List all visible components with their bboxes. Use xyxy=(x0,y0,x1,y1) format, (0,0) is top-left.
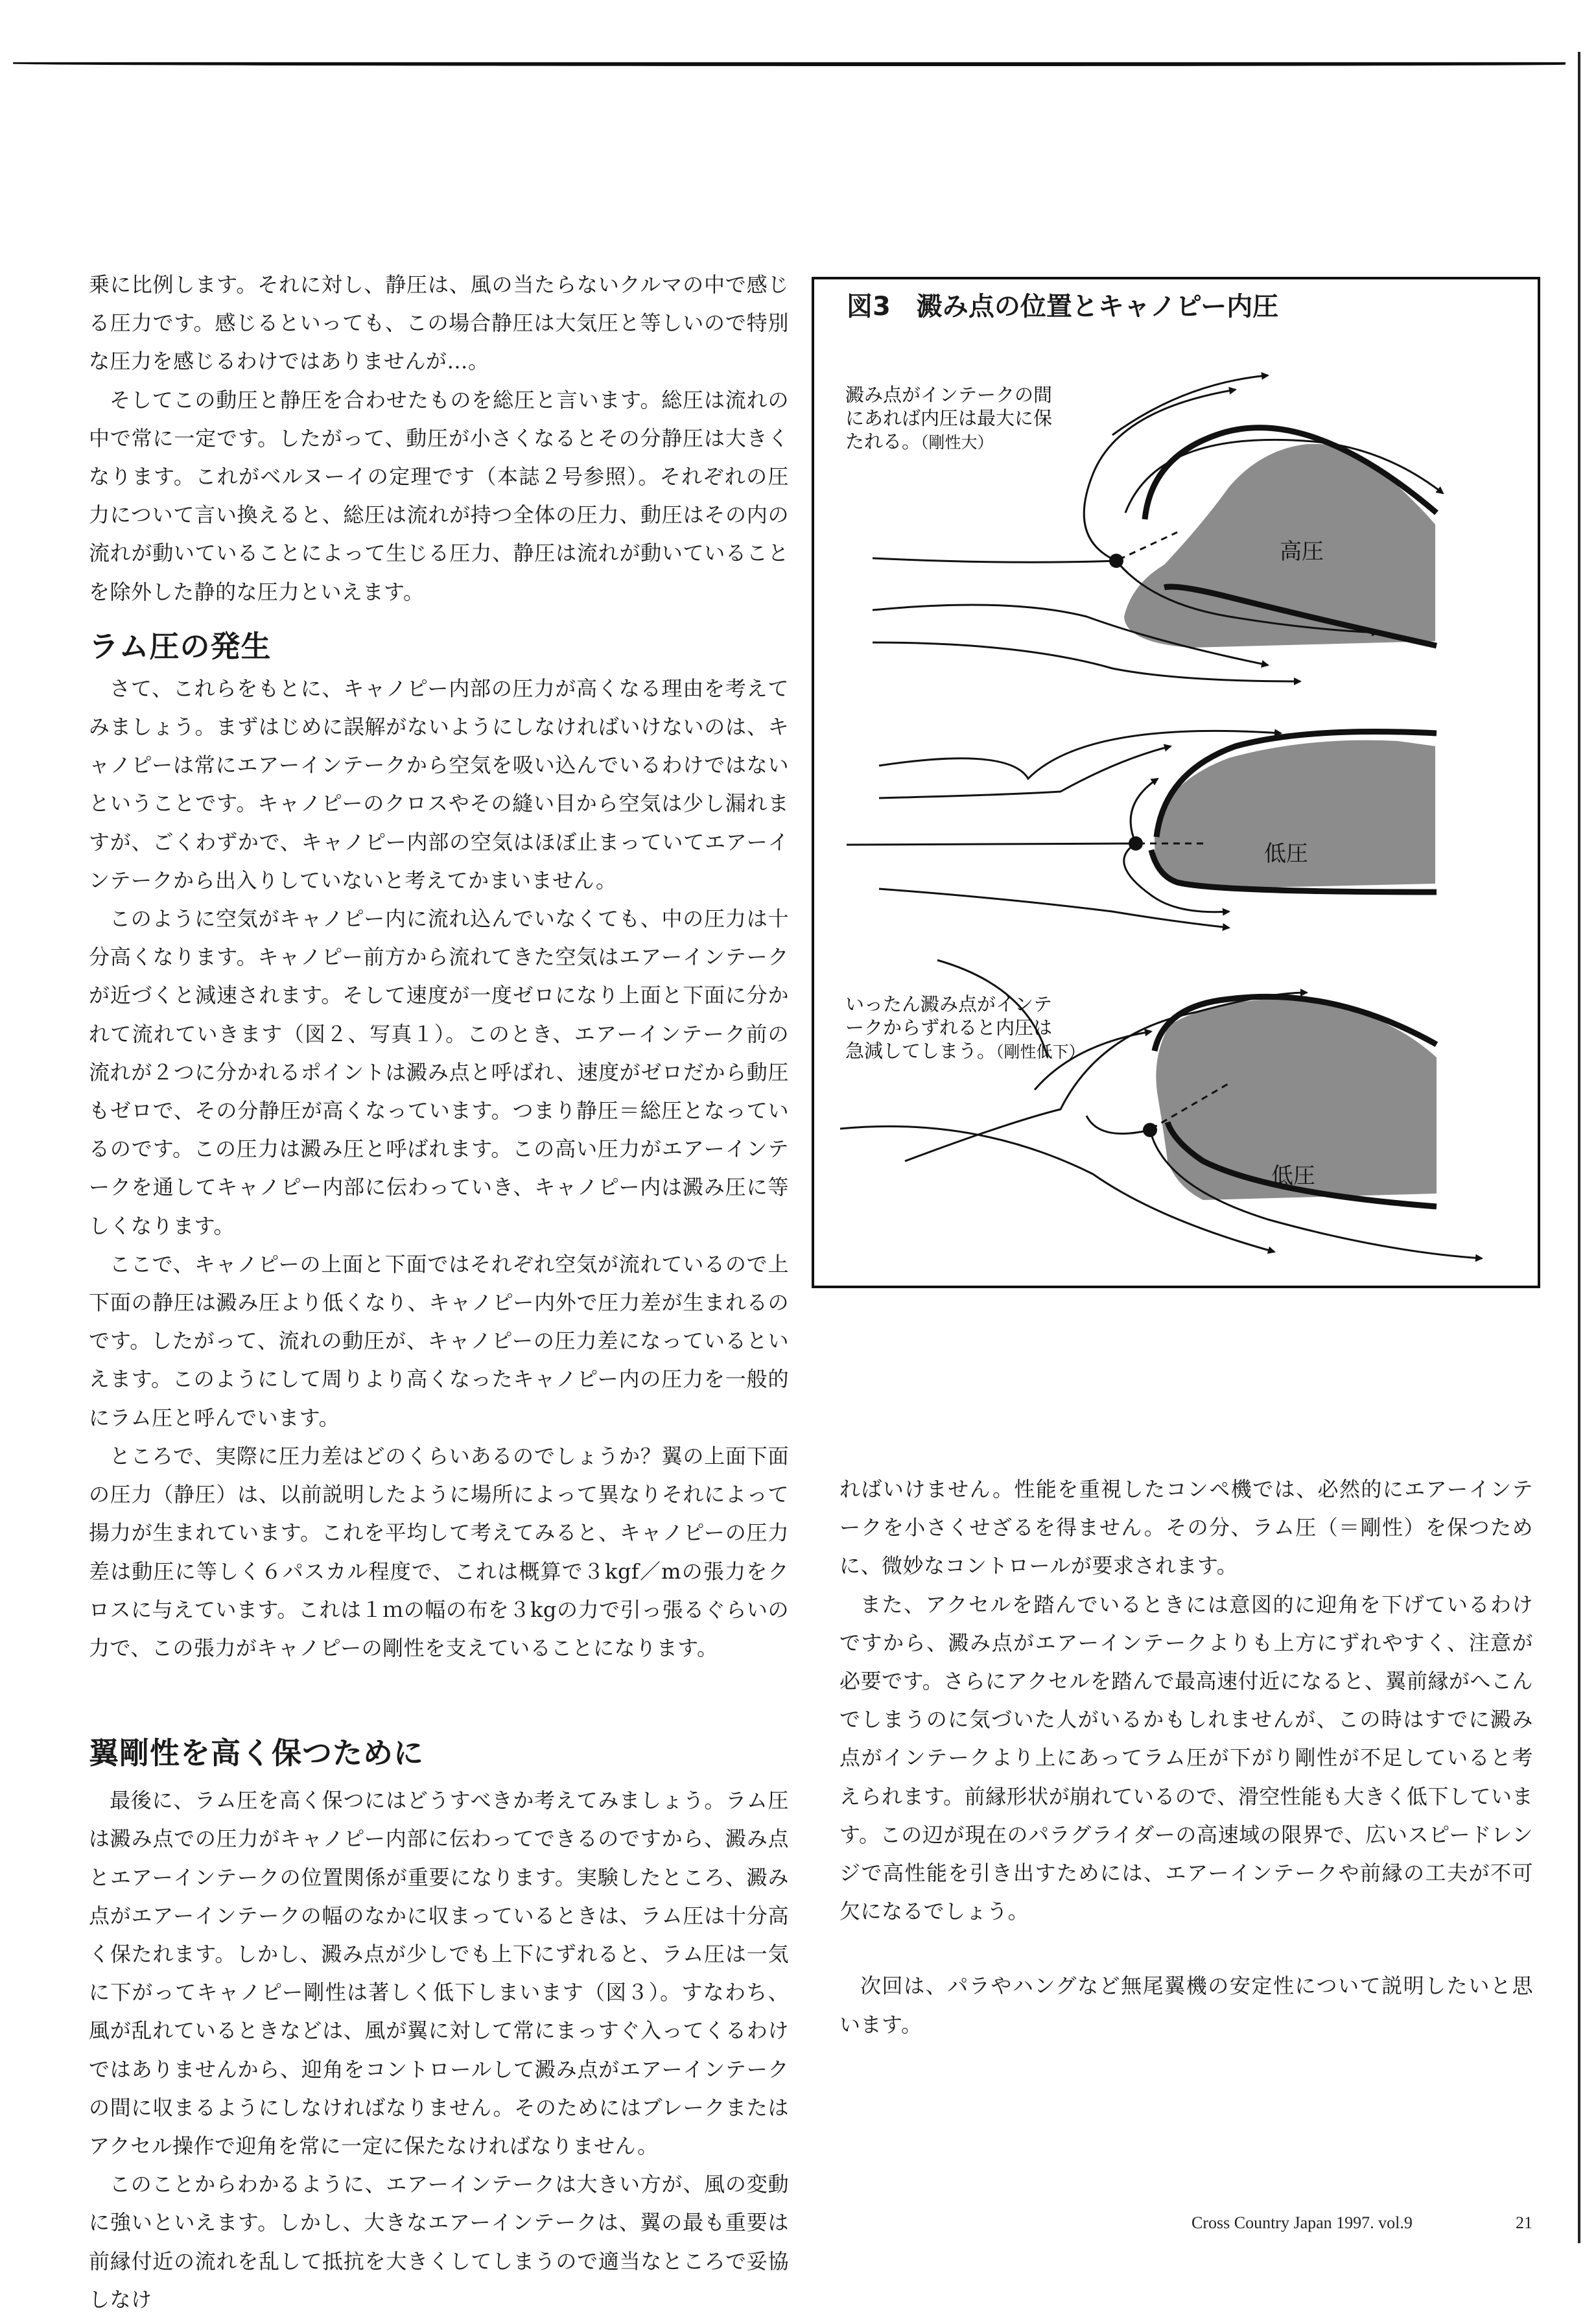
right-border-line xyxy=(1578,52,1580,2243)
label-low-pressure-2: 低圧 xyxy=(1271,1163,1315,1189)
paragraph: このことからわかるように、エアーインテークは大きい方が、風の変動に強いといえます。しかし、大きなエアーインテークは、翼の最も重要は前縁付近の流れを乱して抵抗を大きくしてしまうので適当なところで妥協しなけ xyxy=(89,2172,789,2312)
closing-paragraph: 次回は、パラやハングなど無尾翼機の安定性について説明したいと思います。 xyxy=(839,1973,1533,2037)
paragraph: このように空気がキャノピー内に流れ込んでいなくても、中の圧力は十分高くなります。キャノピー前方から流れてきた空気はエアーインテークが近づくと減速されます。そして速度が一度ゼロになり上面と下面に分かれて流れていきます（図２、写真１）。このとき、エアーインテーク前の流れが２つに分かれるポイントは澱み点と呼ばれ、速度がゼロだから動圧もゼロで、その分静圧が高くなっています。つまり静圧＝総圧となっているのです。この圧力は澱み圧と呼ばれます。この高い圧力がエアーインテークを通してキャノピー内部に伝わっていき、キャノピー内は澱み圧に等しくなります。 xyxy=(89,906,789,1238)
paragraph: ここで、キャノピーの上面と下面ではそれぞれ空気が流れているので上下面の静圧は澱み圧より低くなり、キャノピー内外で圧力差が生まれるのです。したがって、流れの動圧が、キャノピーの圧力差になっているといえます。このようにして周りより高くなったキャノピー内の圧力を一般的にラム圧と呼んでいます。 xyxy=(89,1251,789,1430)
paragraph: 乗に比例します。それに対し、静圧は、風の当たらないクルマの中で感じる圧力です。感じるといっても、この場合静圧は大気圧と等しいので特別な圧力を感じるわけではありませんが…。 xyxy=(89,272,789,374)
streamline xyxy=(873,642,1300,681)
annotation-top-note: （剛性大） xyxy=(921,433,994,452)
annotation-bottom-note: （剛性低下） xyxy=(996,1042,1085,1061)
stagnation-dashed-1 xyxy=(1119,532,1177,559)
streamline xyxy=(879,746,1171,798)
paragraph: 最後に、ラム圧を高く保つにはどうすべきか考えてみましょう。ラム圧は澱み点での圧力がキャノピー内部に伝わってできるのですから、澱み点とエアーインテークの位置関係が重要になります。実験したところ、澱み点がエアーインテークの幅のなかに収まっているときは、ラム圧は十分高く保たれます。しかし、澱み点が少しでも上下にずれると、ラム圧は一気に下がってキャノピー剛性は著しく低下しまいます（図３）。すなわち、風が乱れているときなどは、風が翼に対して常にまっすぐ入ってくるわけではありませんから、迎角をコントロールして澱み点がエアーインテークの間に収まるようにしなければなりません。そのためにはブレークまたはアクセル操作で迎角を常に一定に保たなければなりません。 xyxy=(89,1788,789,2158)
paragraph: ところで、実際に圧力差はどのくらいあるのでしょうか？翼の上面下面の圧力（静圧）は、以前説明したように場所によって異なりそれによって揚力が生まれています。これを平均して考えてみると、キャノピーの圧力差は動圧に等しく６パスカル程度で、これは概算で３kgf／mの張力をクロスに与えています。これは１ｍの幅の布を３kgの力で引っ張るぐらいの力で、この張力がキャノピーの剛性を支えていることになります。 xyxy=(89,1443,789,1660)
paragraph: また、アクセルを踏んでいるときには意図的に迎角を下げているわけですから、澱み点がエアーインテークよりも上方にずれやすく、注意が必要です。さらにアクセルを踏んで最高速付近になると、翼前縁がへこんでしまうのに気づいた人がいるかもしれませんが、この時はすでに澱み点がインテークより上にあってラム圧が下がり剛性が不足していると考えられます。前縁形状が崩れているので、滑空性能も大きく低下しています。この辺が現在のパラグライダーの高速域の限界で、広いスピードレンジで高性能を引き出すためには、エアーインテークや前縁の工夫が不可欠になるでしょう。 xyxy=(839,1592,1533,1924)
paragraph: ればいけません。性能を重視したコンペ機では、必然的にエアーインテークを小さくせざるを得ません。その分、ラム圧（＝剛性）を保つために、微妙なコントロールが要求されます。 xyxy=(839,1477,1533,1579)
left-column xyxy=(89,266,789,2319)
footer-magazine-title: Cross Country Japan 1997. vol.9 xyxy=(1191,2213,1413,2232)
label-high-pressure: 高圧 xyxy=(1280,539,1324,565)
page-number: 21 xyxy=(1516,2213,1532,2232)
figure-3 xyxy=(812,277,1540,1288)
annotation-top: 澱み点がインテークの間 にあれば内圧は最大に保 たれる。（剛性大） xyxy=(845,384,1053,453)
label-low-pressure-1: 低圧 xyxy=(1264,841,1308,867)
streamline xyxy=(1086,1116,1150,1134)
top-border-line xyxy=(13,62,1566,66)
paragraph: さて、これらをもとに、キャノピー内部の圧力が高くなる理由を考えてみましょう。まずはじめに誤解がないようにしなければいけないのは、キャノピーは常にエアーインテークから空気を吸い込んでいるわけではないということです。キャノピーのクロスやその縫い目から空気は少し漏れますが、ごくわずかで、キャノピー内部の空気はほぼ止まっていてエアーインテークから出入りしていないと考えてかまいません。 xyxy=(89,676,789,893)
figure-title: 図3 澱み点の位置とキャノピー内圧 xyxy=(847,292,1279,322)
right-column xyxy=(839,1470,1533,2044)
paragraph: そしてこの動圧と静圧を合わせたものを総圧と言います。総圧は流れの中で常に一定です。したがって、動圧が小さくなるとその分静圧は大きくなります。これがベルヌーイの定理です（本誌２号参照）。それぞれの圧力について言い換えると、総圧は流れが持つ全体の圧力、動圧はその内の流れが動いていることによって生じる圧力、静圧は流れが動いていることを除外した静的な圧力といえます。 xyxy=(89,387,789,604)
section-heading-wing-rigidity: 翼剛性を高く保つために xyxy=(89,1736,424,1771)
section-heading-ram-pressure: ラム圧の発生 xyxy=(89,628,272,664)
streamline xyxy=(1131,779,1158,843)
annotation-bottom: いったん澱み点がインテ ークからずれると内圧は 急減してしまう。（剛性低下） xyxy=(845,993,1085,1062)
